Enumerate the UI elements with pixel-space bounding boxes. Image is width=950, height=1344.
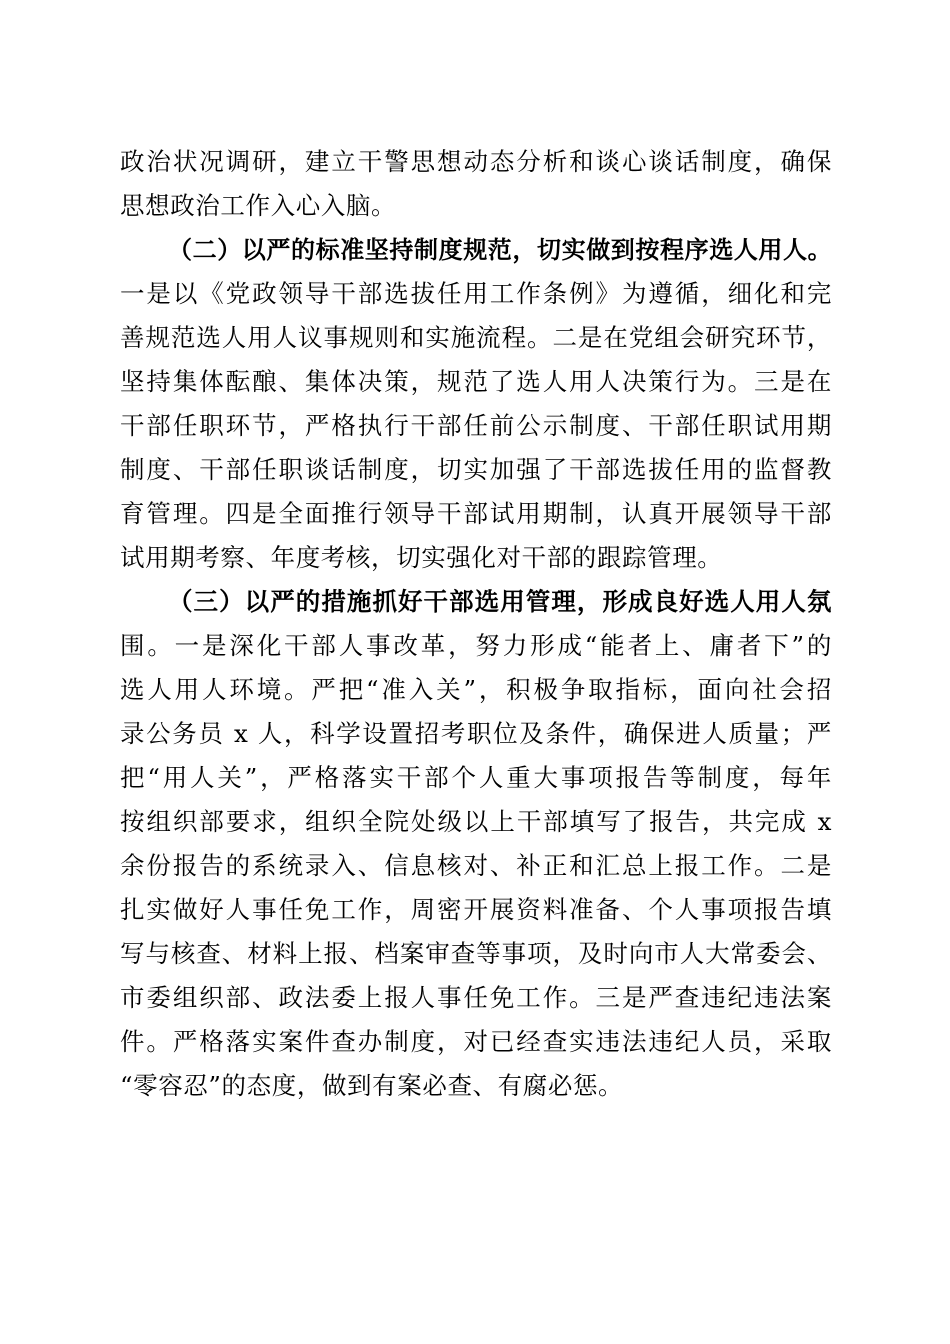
body-line: 市委组织部、政法委上报人事任免工作。三是严查违纪违法案: [120, 983, 832, 1012]
body-line: 试用期考察、年度考核，切实强化对干部的跟踪管理。: [120, 543, 723, 572]
section-heading-2: （二）以严的标准坚持制度规范，切实做到按程序选人用人。: [168, 235, 833, 264]
body-line: 把“用人关”，严格落实干部个人重大事项报告等制度，每年: [120, 763, 832, 792]
body-line: 思想政治工作入心入脑。: [120, 191, 397, 220]
body-line: 善规范选人用人议事规则和实施流程。二是在党组会研究环节，: [120, 323, 832, 352]
body-line: “零容忍”的态度，做到有案必查、有腐必惩。: [120, 1071, 624, 1100]
body-line: 政治状况调研，建立干警思想动态分析和谈心谈话制度，确保: [120, 147, 832, 176]
body-line: 育管理。四是全面推行领导干部试用期制，认真开展领导干部: [120, 499, 832, 528]
section-heading-3: （三）以严的措施抓好干部选用管理，形成良好选人用人氛: [168, 587, 832, 616]
body-line: 扎实做好人事任免工作，周密开展资料准备、个人事项报告填: [120, 895, 832, 924]
body-line: 录公务员 x 人，科学设置招考职位及条件，确保进人质量；严: [120, 719, 832, 748]
body-line: 写与核查、材料上报、档案审查等事项，及时向市人大常委会、: [120, 939, 832, 968]
body-line: 制度、干部任职谈话制度，切实加强了干部选拔任用的监督教: [120, 455, 832, 484]
body-line: 干部任职环节，严格执行干部任前公示制度、干部任职试用期: [120, 411, 832, 440]
body-line: 余份报告的系统录入、信息核对、补正和汇总上报工作。二是: [120, 851, 832, 880]
body-line: 件。严格落实案件查办制度，对已经查实违法违纪人员，采取: [120, 1027, 832, 1056]
body-line: 围。一是深化干部人事改革，努力形成“能者上、庸者下”的: [120, 631, 832, 660]
body-line: 一是以《党政领导干部选拔任用工作条例》为遵循，细化和完: [120, 279, 832, 308]
body-line: 选人用人环境。严把“准入关”，积极争取指标，面向社会招: [120, 675, 832, 704]
body-line: 坚持集体酝酿、集体决策，规范了选人用人决策行为。三是在: [120, 367, 832, 396]
body-line: 按组织部要求，组织全院处级以上干部填写了报告，共完成 x: [120, 807, 832, 836]
